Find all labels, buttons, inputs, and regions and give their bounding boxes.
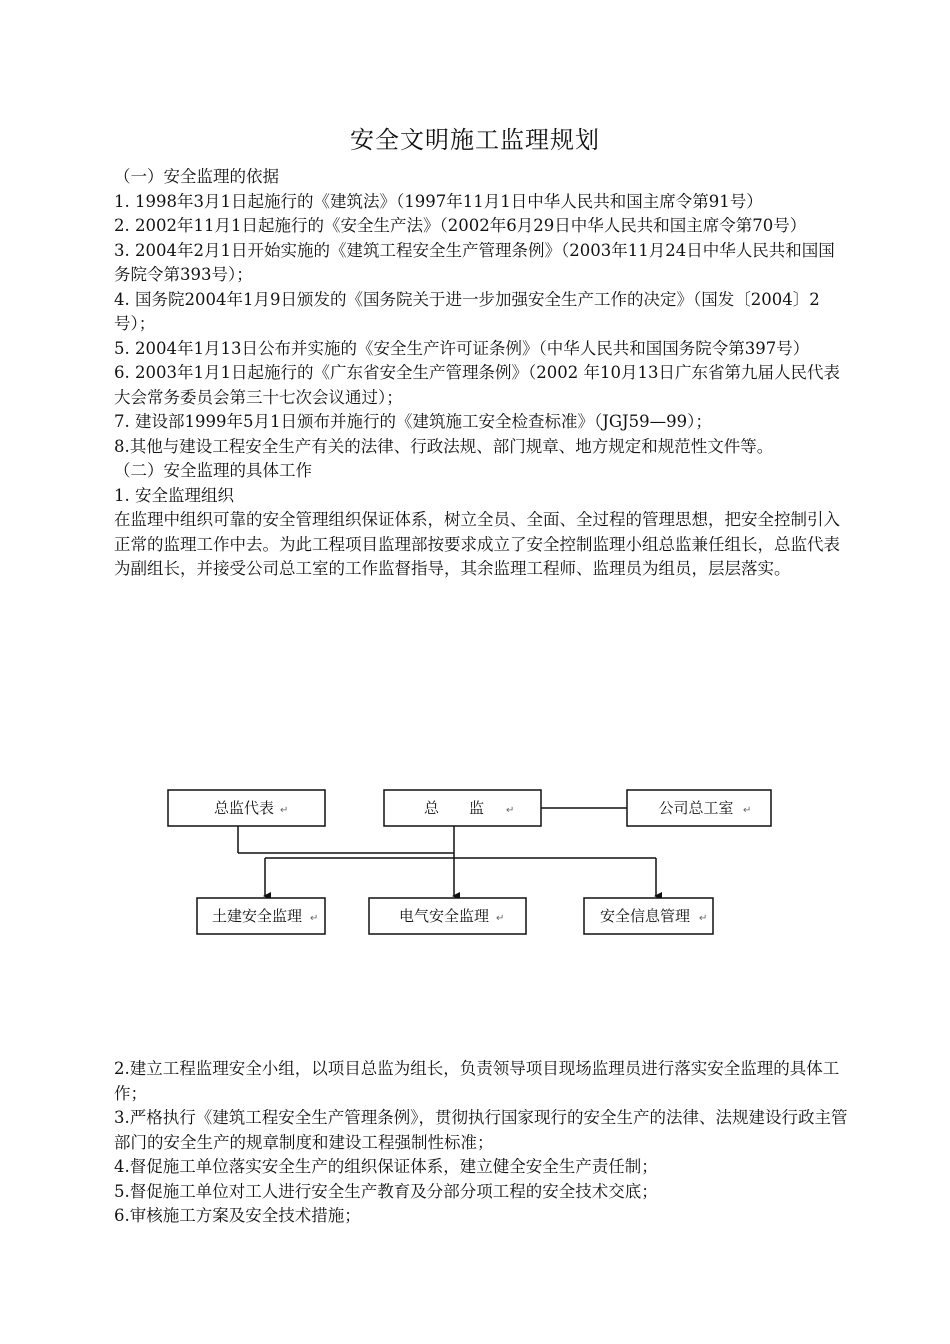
- work-item: 5.督促施工单位对工人进行安全生产教育及分部分项工程的安全技术交底；: [114, 1181, 658, 1201]
- paragraph-mark-icon: ↵: [699, 913, 708, 924]
- basis-item: 8.其他与建设工程安全生产有关的法律、行政法规、部门规章、地方规定和规范性文件等。: [114, 436, 774, 456]
- basis-item: 2. 2002年11月1日起施行的《安全生产法》（2002年6月29日中华人民共和国主席令第70号）: [114, 216, 807, 235]
- subsection-heading: 1. 安全监理组织: [114, 485, 234, 505]
- section-heading: （二）安全监理的具体工作: [114, 461, 312, 480]
- org-chart: [160, 780, 790, 950]
- box-company-engineering-label: 公司总工室: [658, 799, 734, 817]
- box-civil-safety: [197, 898, 325, 934]
- org-chart-diagram: [160, 780, 790, 950]
- paragraph-mark-icon: ↵: [496, 913, 505, 924]
- body-paragraph: 在监理中组织可靠的安全管理组织保证体系，树立全员、全面、全过程的管理思想，把安全控制引入正常的监理工作中去。为此工程项目监理部按要求成立了安全控制监理小组总监兼任组长，总监代表为副组长，并接受公司总工室的工作监督指导，其余监理工程师、监理员为组员，层层落实。: [114, 510, 840, 578]
- top-text-block: [114, 165, 849, 582]
- document-title: 安全文明施工监理规划: [350, 126, 600, 154]
- box-company-engineering: [627, 790, 771, 826]
- work-item: 4.督促施工单位落实安全生产的组织保证体系，建立健全安全生产责任制；: [114, 1157, 658, 1176]
- bottom-text-block: [114, 1057, 849, 1229]
- basis-item: 4. 国务院2004年1月9日颁发的《国务院关于进一步加强安全生产工作的决定》（国发〔2004〕2号）；: [114, 289, 820, 333]
- box-safety-info-label: 安全信息管理: [599, 907, 691, 925]
- basis-item: 5. 2004年1月13日公布并实施的《安全生产许可证条例》（中华人民共和国国务院令第397号）: [114, 338, 810, 358]
- box-chief-label: 总 监: [423, 799, 485, 817]
- paragraph-mark-icon: ↵: [310, 913, 319, 924]
- box-safety-info: [584, 898, 713, 934]
- box-electrical-safety: [369, 898, 526, 934]
- basis-item: 7. 建设部1999年5月1日颁布并施行的《建筑施工安全检查标准》（JGJ59—99）；: [114, 412, 712, 431]
- box-chief: [384, 790, 541, 826]
- work-item: 3.严格执行《建筑工程安全生产管理条例》，贯彻执行国家现行的安全生产的法律、法规建设行政主管部门的安全生产的规章制度和建设工程强制性标准；: [114, 1108, 848, 1152]
- paragraph-mark-icon: ↵: [743, 805, 752, 816]
- paragraph-mark-icon: ↵: [280, 805, 289, 816]
- work-item: 2.建立工程监理安全小组，以项目总监为组长，负责领导项目现场监理员进行落实安全监理的具体工作；: [114, 1059, 840, 1103]
- basis-item: 1. 1998年3月1日起施行的《建筑法》（1997年11月1日中华人民共和国主席令第91号）: [114, 191, 763, 211]
- basis-item: 3. 2004年2月1日开始实施的《建筑工程安全生产管理条例》（2003年11月24日中华人民共和国国务院令第393号）；: [114, 240, 835, 284]
- box-civil-safety-label: 土建安全监理: [211, 907, 303, 925]
- paragraph-mark-icon: ↵: [506, 805, 515, 816]
- basis-item: 6. 2003年1月1日起施行的《广东省安全生产管理条例》（2002 年10月13日广东省第九届人民代表大会常务委员会第三十七次会议通过）；: [114, 363, 840, 407]
- box-electrical-safety-label: 电气安全监理: [398, 907, 490, 925]
- box-deputy-chief-label: 总监代表: [213, 799, 275, 817]
- work-item: 6.审核施工方案及安全技术措施；: [114, 1206, 361, 1225]
- section-heading: （一）安全监理的依据: [114, 167, 279, 186]
- box-deputy-chief: [168, 790, 325, 826]
